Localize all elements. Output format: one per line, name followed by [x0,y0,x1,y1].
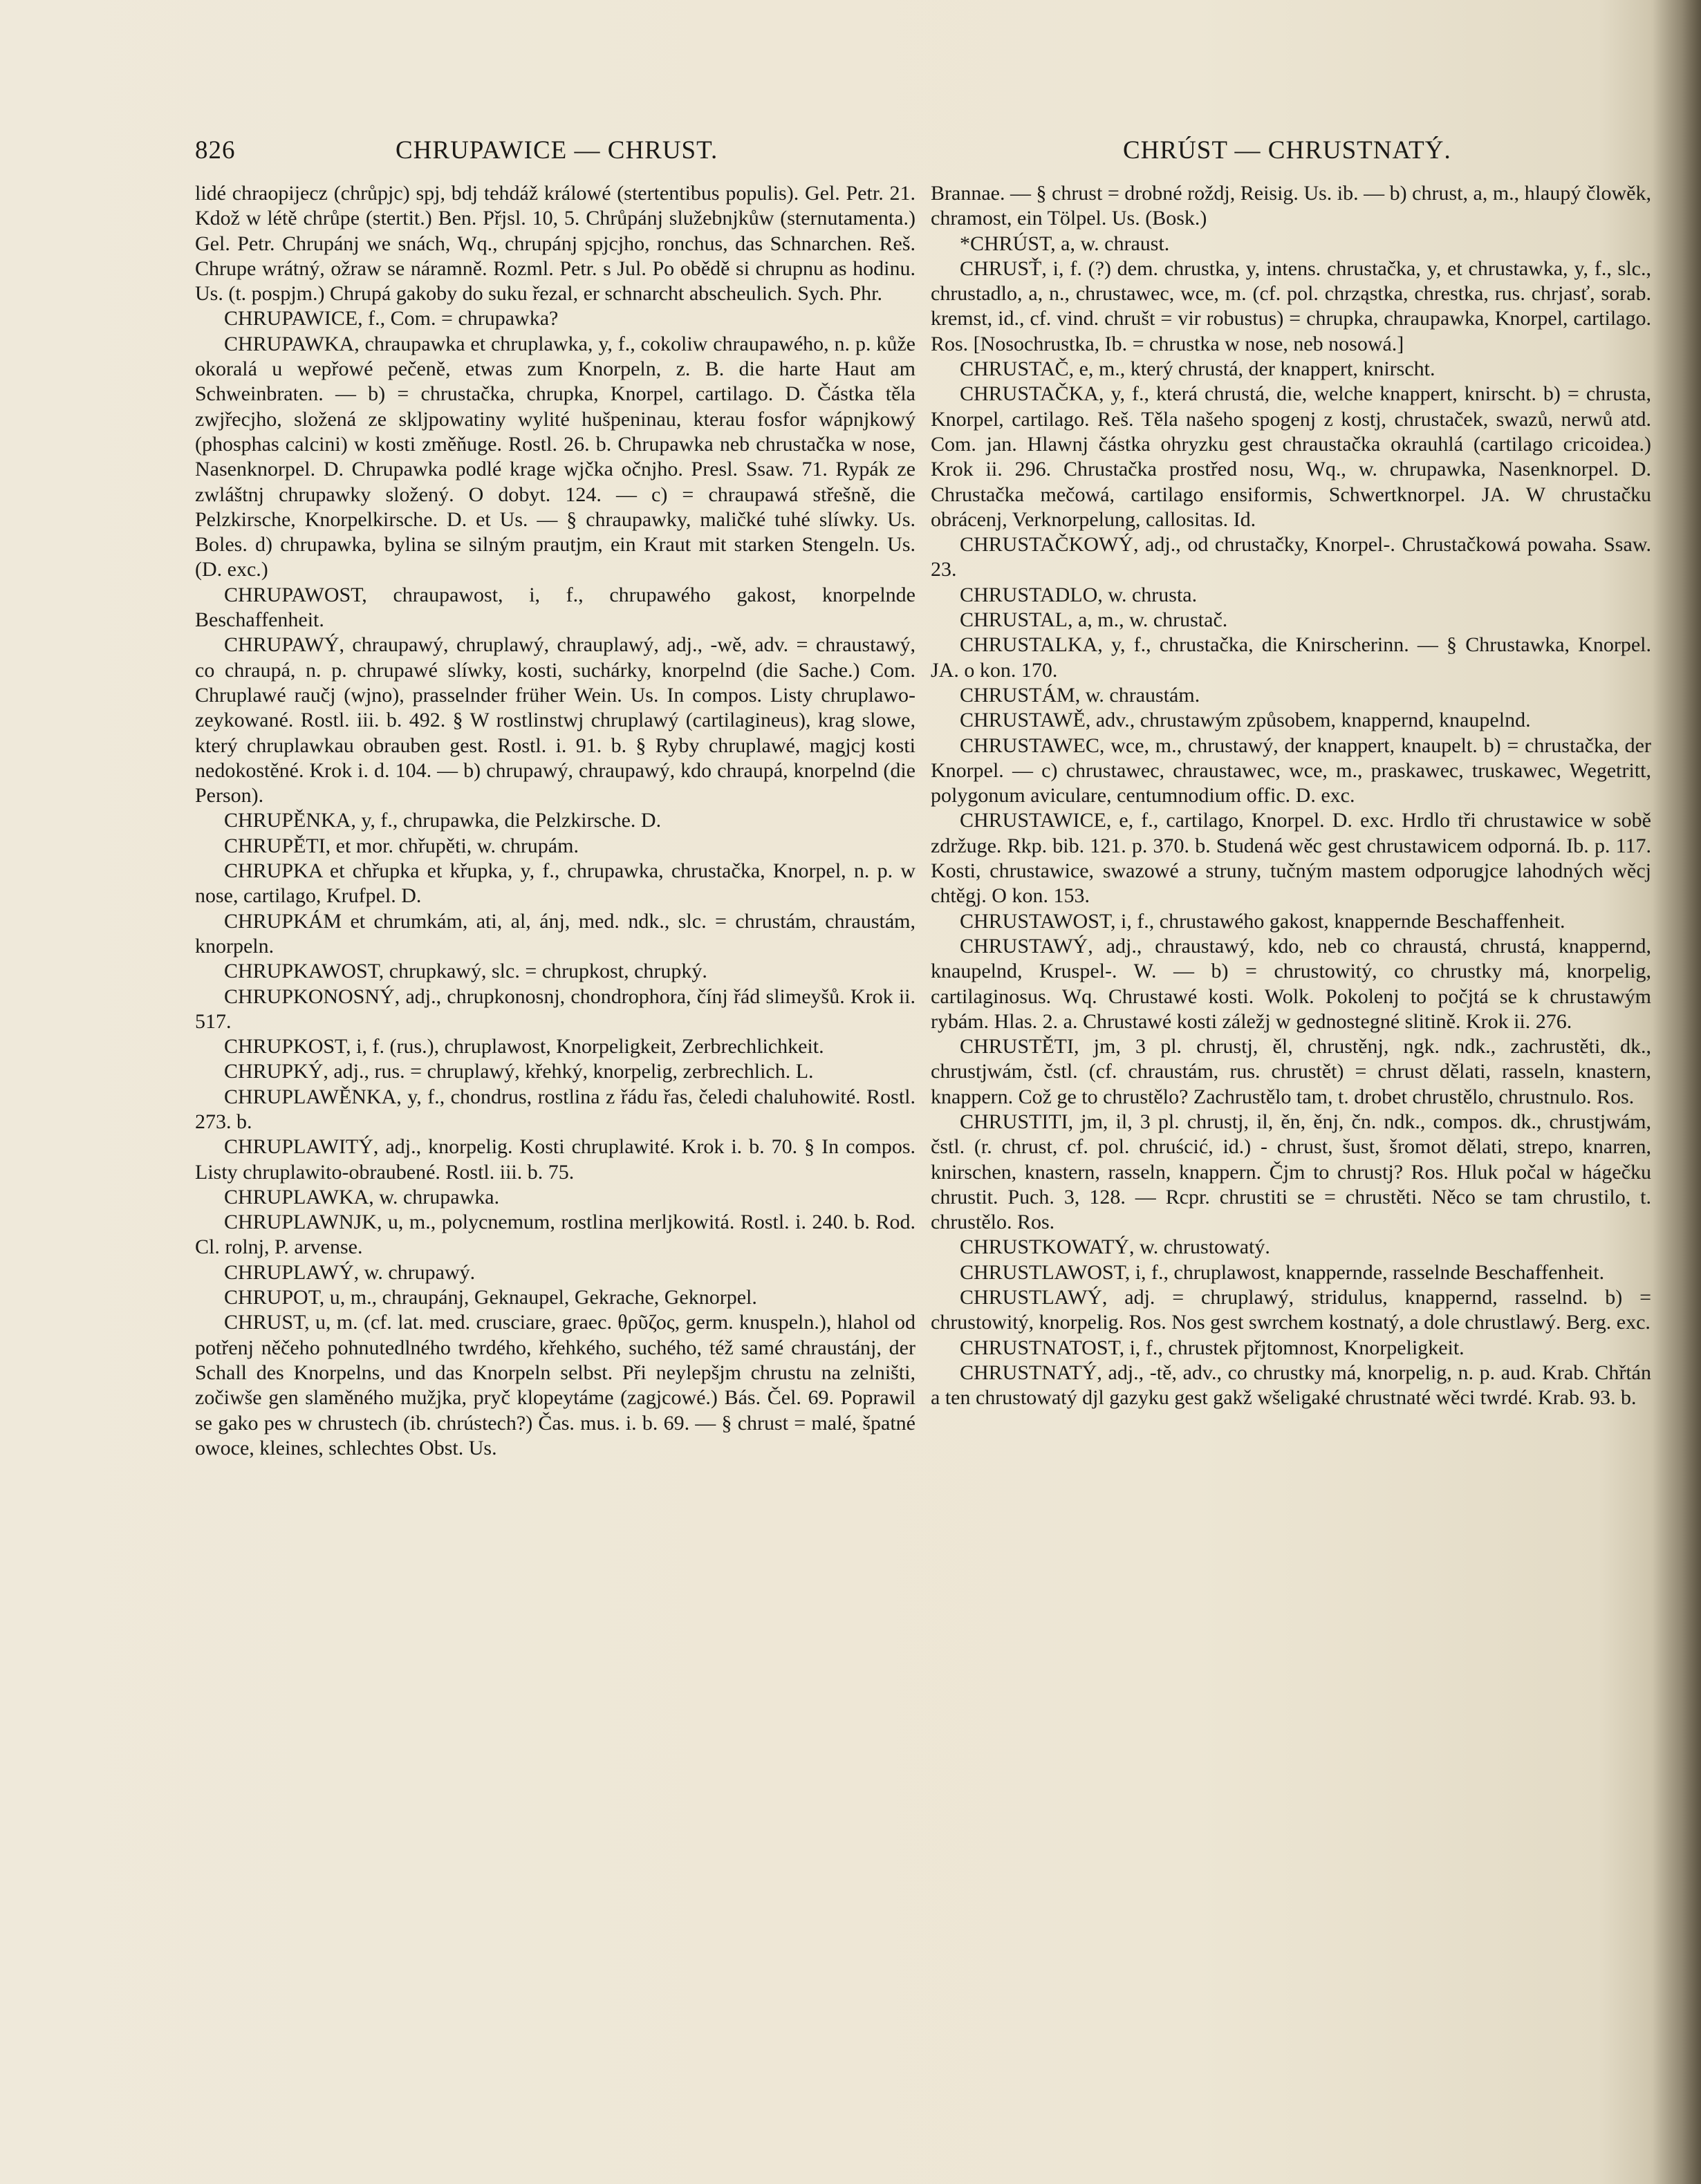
dictionary-entry: CHRUSTĚTI, jm, 3 pl. chrustj, ěl, chrustěnj, ngk. ndk., zachrustěti, dk., chrustjwám, čstl. (cf. chraustám, rus. chrustět) = chrust dělati, rasseln, knastern, knappern. Což ge to chrustělo? Zachrustělo tam, t. drobet chrustělo, chrustnulo. Ros. [931,1035,1651,1108]
dictionary-entry: CHRUSTAČKOWÝ, adj., od chrustačky, Knorpel-. Chrustačkowá powaha. Ssaw. 23. [931,533,1651,581]
dictionary-entry: CHRUSŤ, i, f. (?) dem. chrustka, y, intens. chrustačka, y, et chrustawka, y, f., slc., chrustadlo, a, n., chrustawec, wce, m. (cf. pol. chrząstka, chrestka, rus. chrjasť, sorab. kremst, id., cf. vind. chrušt = vir robustus) = chrupka, chraupawka, Knorpel, cartilago. Ros. [Nosochrustka, Ib. = chrustka w nose, neb nosowá.] [931,256,1651,355]
dictionary-entry: CHRUSTITI, jm, il, 3 pl. chrustj, il, ěn, ěnj, čn. ndk., compos. dk., chrustjwám, čstl. (r. chrust, cf. pol. chruścić, id.) - chrust, šust, šromot dělati, strepo, knarren, knirschen, knastern, rasseln, knappern. Čjm to chrustj? Ros. Hluk počal w hágečku chrustit. Puch. 3, 128. — Rcpr. chrustiti se = chrustěti. Něco se tam chrustilo, t. chrustělo. Ros. [931,1110,1651,1234]
dictionary-entry: CHRUSTLAWOST, i, f., chruplawost, knappernde, rasselnde Beschaffenheit. [960,1260,1605,1284]
dictionary-entry: CHRUSTAWOST, i, f., chrustawého gakost, knappernde Beschaffenheit. [960,909,1565,933]
dictionary-entry: CHRUSTALKA, y, f., chrustačka, die Knirscherinn. — § Chrustawka, Knorpel. JA. o kon. 170. [931,633,1651,682]
dictionary-entry: CHRUPKONOSNÝ, adj., chrupkonosnj, chondrophora, čínj řád slimeyšů. Krok ii. 517. [195,984,915,1033]
dictionary-entry: CHRUSTNATOST, i, f., chrustek přjtomnost, Knorpeligkeit. [960,1336,1465,1359]
dictionary-entry: CHRUSTAL, a, m., w. chrustač. [960,608,1228,632]
dictionary-entry: CHRUPĚNKA, y, f., chrupawka, die Pelzkirsche. D. [224,809,662,832]
dictionary-entry: CHRUSTÁM, w. chraustám. [960,683,1200,707]
dictionary-entry: CHRUST, u, m. (cf. lat. med. crusciare, graec. θρῦζος, germ. knuspeln.), hlahol od potřenj něčeho pohnutedlného twrdého, křehkého, suchého, též samé chraustánj, der Schall des Knorpelns, und das Knorpeln selbst. Při neylepšjm chrustu na zelništi, zočiwše gen slaměného mužjka, pryč klopeytáme (zagjcowé.) Bás. Čel. 69. Poprawil se gako pes w chrustech (ib. chrústech?) Čas. mus. i. b. 69. — § chrust = malé, špatné owoce, kleines, schlechtes Obst. Us. [195,1311,915,1459]
dictionary-entry: CHRUSTAWICE, e, f., cartilago, Knorpel. D. exc. Hrdlo tři chrustawice w sobě zdržuge. Rkp. bib. 121. p. 370. b. Studená wěc gest chrustawicem odporná. Ib. p. 117. Kosti, chrustawice, swazowé a struny, tučným mastem odporugjce lahodných wěcj chtěgj. O kon. 153. [931,809,1651,908]
dictionary-entry: CHRUSTAČ, e, m., který chrustá, der knappert, knirscht. [960,357,1435,381]
dictionary-entry: lidé chraopijecz (chrůpjc) spj, bdj tehdáž králowé (stertentibus populis). Gel. Petr. 21. Kdož w létě chrůpe (stertit.) Ben. Přjsl. 10, 5. Chrůpánj služebnjkůw (sternutamenta.) Gel. Petr. Chrupánj we snách, Wq., chrupánj spjcjho, ronchus, das Schnarchen. Reš. Chrupe wrátný, ožraw se náramně. Rozml. Petr. s Jul. Po obědě si chrupnu as hodinu. Us. (t. pospjm.) Chrupá gakoby do suku řezal, er schnarcht abscheulich. Sych. Phr. [195,182,915,306]
dictionary-entry: CHRUPKA et chřupka et křupka, y, f., chrupawka, chrustačka, Knorpel, n. p. w nose, cartilago, Krufpel. D. [195,859,915,908]
dictionary-entry: CHRUSTAWEC, wce, m., chrustawý, der knappert, knaupelt. b) = chrustačka, der Knorpel. — c) chrustawec, chraustawec, wce, m., praskawec, truskawec, Wegetritt, polygonum aviculare, centumnodium offic. D. exc. [931,734,1651,808]
dictionary-entry: CHRUPLAWÝ, w. chrupawý. [224,1260,476,1284]
dictionary-entry: CHRUSTNATÝ, adj., -tě, adv., co chrustky má, knorpelig, n. p. aud. Krab. Chřtán a ten chrustowatý djl gazyku gest gakž wšeligaké chrustnaté wěci twrdé. Krab. 93. b. [931,1361,1651,1410]
page-edge-shadow [1653,0,1701,2184]
dictionary-entry: CHRUPAWOST, chraupawost, i, f., chrupawého gakost, knorpelnde Beschaffenheit. [195,583,915,632]
dictionary-entry: CHRUPAWÝ, chraupawý, chruplawý, chrauplawý, adj., -wě, adv. = chraustawý, co chraupá, n. p. chrupawé slíwky, kosti, suchárky, knorpelnd (die Sache.) Com. Chruplawé raučj (wjno), prasselnder früher Wein. Us. In compos. Listy chruplawo-zeykowané. Rostl. iii. b. 492. § W rostlinstwj chruplawý (cartilagineus), krag slowe, který chruplawkau obrauben gest. Rostl. i. 91. b. § Ryby chruplawé, magjcj kosti nedokostěné. Krok i. d. 104. — b) chrupawý, chraupawý, kdo chraupá, knorpelnd (die Person). [195,633,915,808]
right-column [931,181,1651,1411]
page-header [195,136,1619,170]
running-head-right: CHRÚST — CHRUSTNATÝ. [1123,136,1451,165]
dictionary-entry: CHRUPLAWKA, w. chrupawka. [224,1185,500,1208]
dictionary-entry: CHRUPKAWOST, chrupkawý, slc. = chrupkost, chrupký. [224,960,707,983]
dictionary-entry: CHRUPLAWITÝ, adj., knorpelig. Kosti chruplawité. Krok i. b. 70. § In compos. Listy chruplawito-obraubené. Rostl. iii. b. 75. [195,1135,915,1184]
dictionary-entry: CHRUSTKOWATÝ, w. chrustowatý. [960,1235,1270,1259]
dictionary-entry: CHRUPKOST, i, f. (rus.), chruplawost, Knorpeligkeit, Zerbrechlichkeit. [224,1035,824,1058]
dictionary-entry: Brannae. — § chrust = drobné roždj, Reisig. Us. ib. — b) chrust, a, m., hlaupý člowěk, chramost, ein Tölpel. Us. (Bosk.) [931,182,1651,230]
dictionary-entry: CHRUSTLAWÝ, adj. = chruplawý, stridulus, knappernd, rasselnd. b) = chrustowitý, knorpelig. Ros. Nos gest swrchem kostnatý, a dole chrustlawý. Berg. exc. [931,1286,1651,1334]
dictionary-entry: CHRUPAWKA, chraupawka et chruplawka, y, f., cokoliw chraupawého, n. p. kůže okoralá u wepřowé pečeně, etwas zum Knorpeln, z. B. die harte Haut am Schweinbraten. — b) = chrustačka, chrupka, Knorpel, cartilago. D. Částka těla zwjřecjho, složená ze skljpowatiny wylité hušpeninau, kterau fosfor wápnjkowý (phosphas calcini) w kosti změňuge. Rostl. 26. b. Chrupawka neb chrustačka w nose, Nasenknorpel. D. Chrupawka podlé krage wjčka očnjho. Presl. Ssaw. 71. Rypák ze zwláštnj chrupawky složený. O dobyt. 124. — c) = chraupawá střešně, die Pelzkirsche, Knorpelkirsche. D. et Us. — § chraupawky, maličké tuhé slíwky. Us. Boles. d) chrupawka, bylina se silným prautjm, ein Kraut mit starken Stengeln. Us. (D. exc.) [195,332,915,581]
left-column [195,181,915,1461]
dictionary-entry: CHRUSTAČKA, y, f., která chrustá, die, welche knappert, knirscht. b) = chrusta, Knorpel, cartilago. Reš. Těla našeho spogenj z kostj, chrustaček, swazů, nerwů atd. Com. jan. Hlawnj částka ohryzku gest chraustačka okrauhlá (cartilago cricoidea.) Krok ii. 296. Chrustačka prostřed nosu, Wq., w. chrupawka, Nasenknorpel. D. Chrustačka mečowá, cartilago ensiformis, Schwertknorpel. JA. W chrustačku obrácenj, Verknorpelung, callositas. Id. [931,382,1651,531]
dictionary-entry: CHRUSTADLO, w. chrusta. [960,583,1198,606]
dictionary-entry: *CHRÚST, a, w. chraust. [960,232,1170,255]
page-number: 826 [195,136,236,165]
running-head-left: CHRUPAWICE — CHRUST. [396,136,718,165]
dictionary-entry: CHRUPOT, u, m., chraupánj, Geknaupel, Gekrache, Geknorpel. [224,1286,757,1309]
dictionary-entry: CHRUPLAWĚNKA, y, f., chondrus, rostlina z řádu řas, čeledi chaluhowité. Rostl. 273. b. [195,1085,915,1133]
dictionary-entry: CHRUPKÝ, adj., rus. = chruplawý, křehký, knorpelig, zerbrechlich. L. [224,1060,814,1083]
dictionary-entry: CHRUPAWICE, f., Com. = chrupawka? [224,307,559,330]
dictionary-entry: CHRUPĚTI, et mor. chřupěti, w. chrupám. [224,834,579,857]
dictionary-entry: CHRUPKÁM et chrumkám, ati, al, ánj, med. ndk., slc. = chrustám, chraustám, knorpeln. [195,909,915,958]
dictionary-entry: CHRUPLAWNJK, u, m., polycnemum, rostlina merljkowitá. Rostl. i. 240. b. Rod. Cl. rolnj, P. arvense. [195,1211,915,1259]
dictionary-entry: CHRUSTAWÝ, adj., chraustawý, kdo, neb co chraustá, chrustá, knappernd, knaupelnd, Kruspel-. W. — b) = chrustowitý, co chrustky má, knorpelig, cartilaginosus. Wq. Chrustawé kosti. Wolk. Pokolenj to počjtá se k chrustawým rybám. Hlas. 2. a. Chrustawé kosti záležj w gednostegné slitině. Krok ii. 276. [931,934,1651,1033]
dictionary-entry: CHRUSTAWĚ, adv., chrustawým způsobem, knappernd, knaupelnd. [960,709,1531,732]
